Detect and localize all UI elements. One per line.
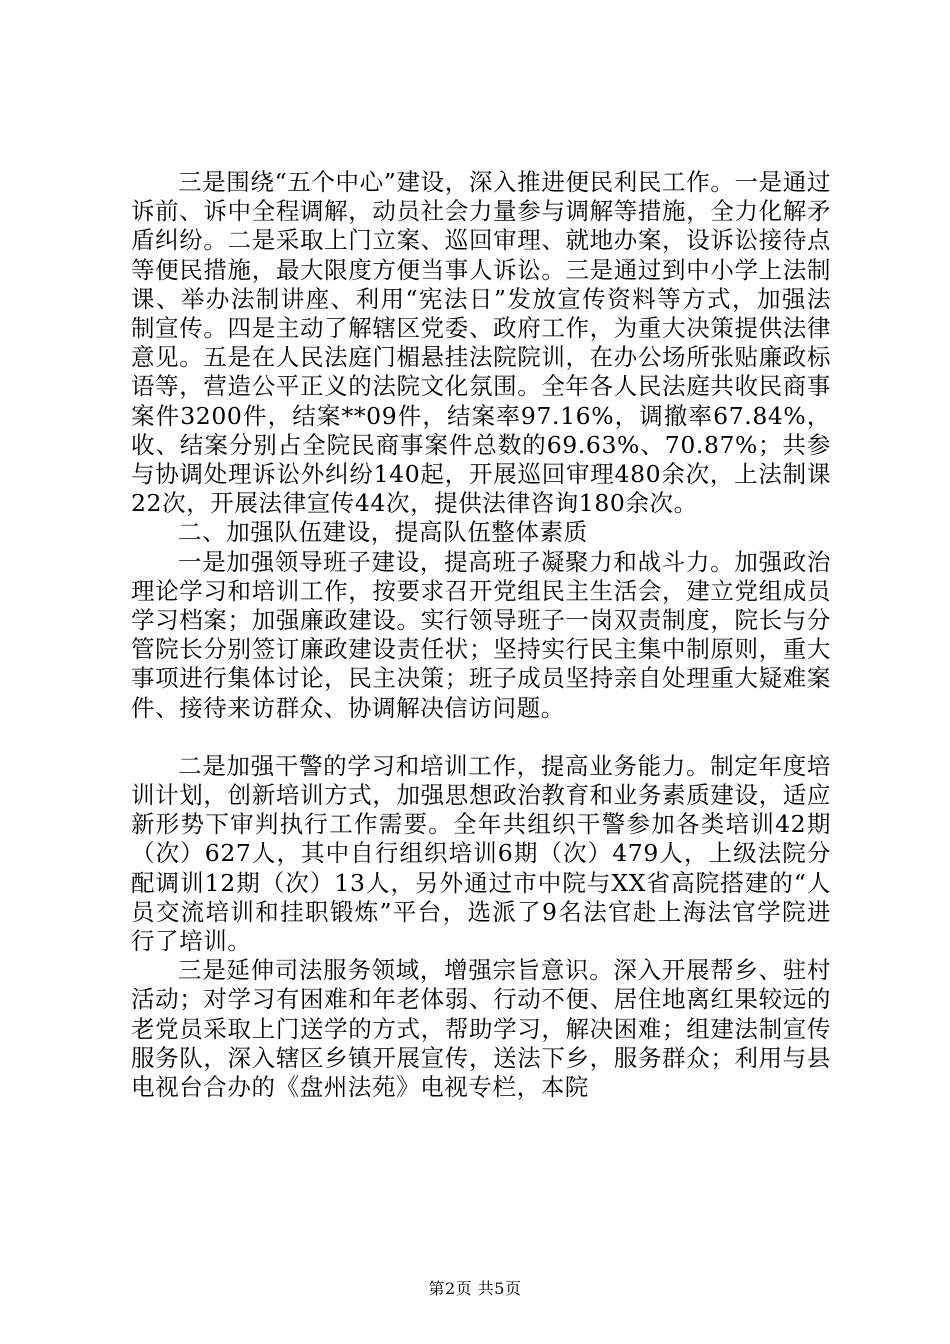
paragraph-leadership: 一是加强领导班子建设，提高班子凝聚力和战斗力。加强政治理论学习和培训工作，按要求召开党组民主生活会，建立党组成员学习档案；加强廉政建设。实行领导班子一岗双责制度，院长与分管院长分别签订廉政建设责任状；坚持实行民主集中制原则，重大事项进行集体讨论，民主决策；班子成员坚持亲自处理重大疑难案件、接待来访群众、协调解决信访问题。 (131, 547, 831, 722)
paragraph-five-centers: 三是围绕“五个中心”建设，深入推进便民利民工作。一是通过诉前、诉中全程调解，动员社会力量参与调解等措施，全力化解矛盾纠纷。二是采取上门立案、巡回审理、就地办案，设诉讼接待点等便民措施，最大限度方便当事人诉讼。三是通过到中小学上法制课、举办法制讲座、利用“宪法日”发放宣传资料等方式，加强法制宣传。四是主动了解辖区党委、政府工作，为重大决策提供法律意见。五是在人民法庭门楣悬挂法院院训，在办公场所张贴廉政标语等，营造公平正义的法院文化氛围。全年各人民法庭共收民商事案件3200件，结案**09件，结案率97.16%，调撤率67.84%，收、结案分别占全院民商事案件总数的69.63%、70.87%；共参与协调处理诉讼外纠纷140起，开展巡回审理480余次，上法制课22次，开展法律宣传44次，提供法律咨询180余次。 (131, 168, 831, 518)
section-heading-team-building: 二、加强队伍建设，提高队伍整体素质 (178, 518, 588, 547)
page-number-footer: 第2页 共5页 (428, 1279, 522, 1298)
paragraph-judicial-service: 三是延伸司法服务领域，增强宗旨意识。深入开展帮乡、驻村活动；对学习有困难和年老体弱、行动不便、居住地离红果较远的老党员采取上门送学的方式，帮助学习，解决困难；组建法制宣传服务队，深入辖区乡镇开展宣传，送法下乡，服务群众；利用与县电视台合办的《盘州法苑》电视专栏，本院 (131, 956, 831, 1102)
document-body (131, 168, 831, 1102)
paragraph-training: 二是加强干警的学习和培训工作，提高业务能力。制定年度培训计划，创新培训方式，加强思想政治教育和业务素质建设，适应新形势下审判执行工作需要。全年共组织干警参加各类培训42期（次）627人，其中自行组织培训6期（次）479人，上级法院分配调训12期（次）13人，另外通过市中院与XX省高院搭建的“人员交流培训和挂职锻炼”平台，选派了9名法官赴上海法官学院进行了培训。 (131, 751, 831, 956)
